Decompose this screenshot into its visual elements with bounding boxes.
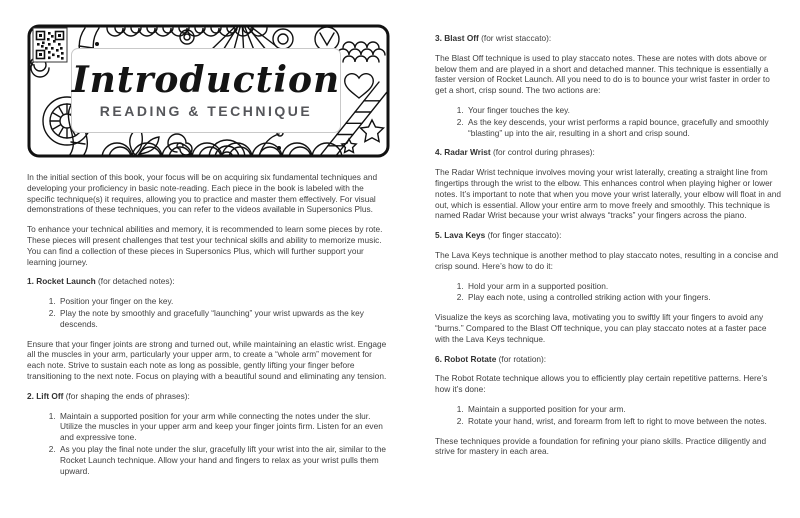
section-qualifier: (for rotation): xyxy=(498,353,547,364)
steps-list-lava-keys xyxy=(435,281,782,304)
section-qualifier: (for finger staccato): xyxy=(487,230,562,241)
step-item: 1. Hold your arm in a supported position. xyxy=(466,281,782,292)
section-paragraph: The Robot Rotate technique allows you to efficiently play certain repetitive patterns. Here’s how it’s done: xyxy=(435,373,768,395)
steps-list-rocket-launch xyxy=(27,296,390,329)
section-paragraph: The Blast Off technique is used to play staccato notes. These are notes with dots above or below them and are played in a short and detached manner. This technique is essentially a faster version of Rocket Launch. All you need to do is to bounce your wrist faster in order to get a short, crisp sound. The two actions are: xyxy=(435,52,770,96)
chapter-title: Introduction xyxy=(71,59,341,102)
section-label: 5. Lava Keys xyxy=(435,230,486,241)
section-label: 6. Robot Rotate xyxy=(435,353,497,364)
left-column xyxy=(27,172,390,485)
chapter-subtitle: READING & TECHNIQUE xyxy=(99,102,313,119)
right-column xyxy=(435,33,782,466)
step-item: 1. Maintain a supported position for your arm while connecting the notes under the slur. Utilize the muscles in your upper arm and keep your finger joints firm. Listen for an even and expressive tone. xyxy=(58,411,390,443)
section-heading-robot-rotate xyxy=(435,354,782,365)
steps-list-blast-off xyxy=(435,105,782,138)
section-heading-lava-keys xyxy=(435,230,782,241)
chapter-banner xyxy=(27,24,390,158)
section-label: 2. Lift Off xyxy=(27,390,64,401)
step-item: 1. Position your finger on the key. xyxy=(58,296,390,307)
intro-paragraph-2: To enhance your technical abilities and memory, it is recommended to learn some pieces by rote. These pieces will present challenges that test your technical skills and ability to memorize music. You can find a collection of these pieces in Supersonics Plus, which will further support your learning journey. xyxy=(27,224,383,267)
section-qualifier: (for wrist staccato): xyxy=(481,33,552,43)
section-heading-radar-wrist xyxy=(435,147,782,158)
section-qualifier: (for control during phrases): xyxy=(492,147,595,158)
intro-paragraph-1: In the initial section of this book, your focus will be on acquiring six fundamental techniques and developing your proficiency in basic note-reading. Each piece in the book is labeled with the specific technique(s) it requires, allowing you to practice and master them effectively. For visual demonstrations of these techniques, you can refer to the videos available in Supersonics Plus. xyxy=(27,172,378,215)
step-item: 2. As you play the final note under the slur, gracefully lift your wrist into the air, similar to the Rocket Launch technique. Allow your hand and fingers to relax as your wrist pulls them upward. xyxy=(58,444,390,476)
title-box xyxy=(71,48,341,133)
section-paragraph: The Radar Wrist technique involves moving your wrist laterally, creating a straight line from fingertips through the wrist to the elbow. This enhances control when playing higher or lower notes. It’s important to note that when you move your wrist laterally, your elbow will float in and out, which is essential. Allow your entire arm to move freely and smoothly. This technique is named Radar Wrist because your wrist always “tracks” your fingers across the piano. xyxy=(435,167,782,221)
section-paragraph: Visualize the keys as scorching lava, motivating you to swiftly lift your fingers to avoid any “burns.” Compared to the Blast Off technique, you can play staccato notes at a faster pace with the Lava Keys technique. xyxy=(435,312,767,344)
qr-code-icon xyxy=(33,28,67,62)
closing-paragraph: These techniques provide a foundation for refining your piano skills. Practice diligently and strive for mastery in each area. xyxy=(435,435,767,457)
section-heading-rocket-launch xyxy=(27,276,390,287)
step-item: 2. Play each note, using a controlled striking action with your fingers. xyxy=(466,292,782,303)
step-item: 1. Maintain a supported position for your arm. xyxy=(466,404,782,415)
section-paragraph: The Lava Keys technique is another method to play staccato notes, resulting in a concise and crisp sound. Here’s how to do it: xyxy=(435,249,779,271)
steps-list-robot-rotate xyxy=(435,404,782,427)
section-qualifier: (for shaping the ends of phrases): xyxy=(65,390,190,401)
section-heading-lift-off xyxy=(27,391,390,402)
steps-list-lift-off xyxy=(27,411,390,477)
section-label: 1. Rocket Launch xyxy=(27,276,96,287)
section-paragraph: Ensure that your finger joints are strong and turned out, while maintaining an elastic wrist. Engage all the muscles in your arm, particularly your upper arm, to create a “whole arm” movement for each note. Strive to sustain each note as long as possible, gently lifting your finger before transitioning to the next note. Focus on playing with a beautiful sound and eliminating any tension. xyxy=(27,338,387,381)
step-item: 2. Play the note by smoothly and gracefully “launching” your wrist upwards as the key descends. xyxy=(58,308,390,330)
section-label: 3. Blast Off xyxy=(435,33,479,43)
section-qualifier: (for detached notes): xyxy=(98,276,175,287)
step-item: 2. As the key descends, your wrist performs a rapid bounce, gracefully and smoothly “blasting” up into the air, resulting in a short and crisp sound. xyxy=(466,117,782,139)
step-item: 2. Rotate your hand, wrist, and forearm from left to right to move between the notes. xyxy=(466,416,782,427)
section-heading-blast-off xyxy=(435,33,782,44)
section-label: 4. Radar Wrist xyxy=(435,147,491,158)
step-item: 1. Your finger touches the key. xyxy=(466,105,782,116)
